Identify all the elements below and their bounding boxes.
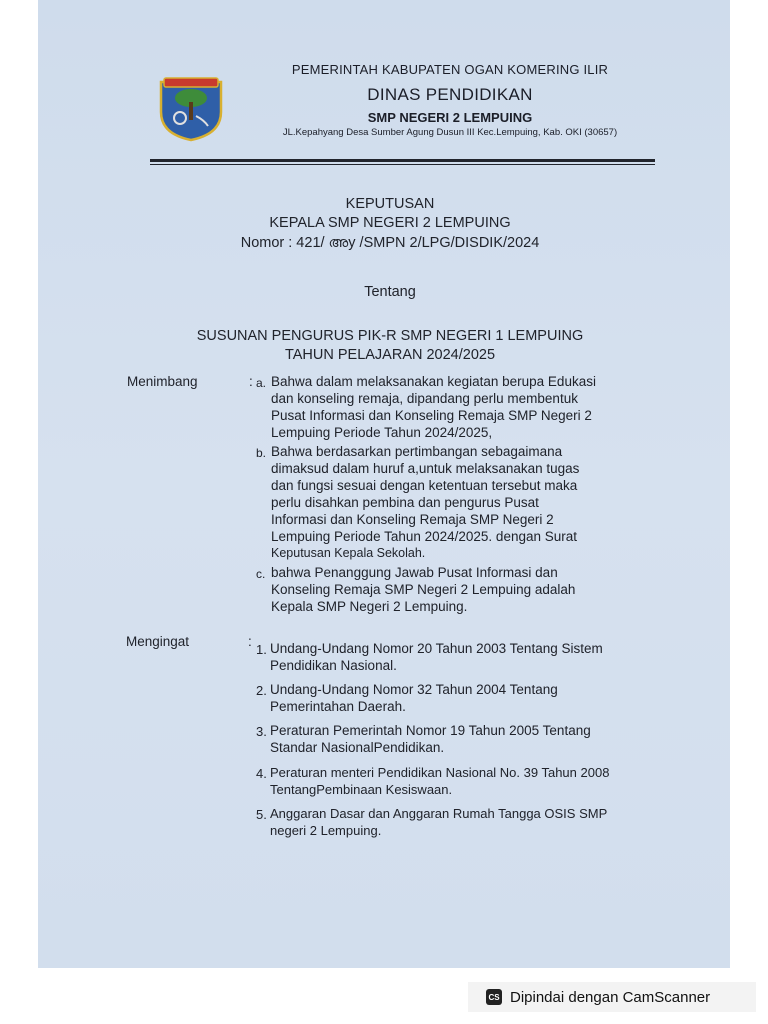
item-line: Standar NasionalPendidikan. bbox=[270, 740, 445, 755]
decree-subject: SUSUNAN PENGURUS PIK-R SMP NEGERI 1 LEMPUING bbox=[196, 328, 584, 344]
mengingat-marker: 4. bbox=[256, 766, 267, 781]
decree-number: Nomor : 421/ അy /SMPN 2/LPG/DISDIK/2024 bbox=[240, 235, 540, 251]
camscanner-logo-icon: CS bbox=[486, 989, 502, 1005]
item-line: Keputusan Kepala Sekolah. bbox=[271, 546, 426, 560]
mengingat-item bbox=[270, 681, 618, 715]
menimbang-label: Menimbang bbox=[127, 374, 198, 389]
item-line: negeri 2 Lempuing. bbox=[270, 823, 382, 838]
decree-about: Tentang bbox=[364, 284, 416, 300]
letterhead-department: DINAS PENDIDIKAN bbox=[367, 85, 533, 104]
item-line: Peraturan menteri Pendidikan Nasional No. 39 Tahun 2008 bbox=[270, 765, 610, 780]
mengingat-item bbox=[270, 805, 620, 839]
item-line: Undang-Undang Nomor 20 Tahun 2003 Tentang Sistem bbox=[270, 641, 603, 656]
letterhead-address: JL.Kepahyang Desa Sumber Agung Dusun III Kec.Lempuing, Kab. OKI (30657) bbox=[282, 127, 618, 138]
item-line: Pemerintahan Daerah. bbox=[270, 699, 406, 714]
camscanner-watermark bbox=[468, 982, 756, 1012]
item-line: Anggaran Dasar dan Anggaran Rumah Tangga OSIS SMP bbox=[270, 806, 608, 821]
menimbang-marker: c. bbox=[256, 567, 266, 581]
menimbang-item bbox=[271, 373, 621, 441]
item-line: Lempuing Periode Tahun 2024/2025. dengan Surat bbox=[271, 529, 577, 544]
camscanner-label: Dipindai dengan CamScanner bbox=[510, 988, 711, 1006]
item-line: Bahwa berdasarkan pertimbangan sebagaimana bbox=[271, 444, 563, 459]
item-line: dan konseling remaja, dipandang perlu membentuk bbox=[271, 391, 578, 406]
mengingat-item bbox=[270, 764, 620, 798]
mengingat-item bbox=[270, 640, 618, 674]
mengingat-label: Mengingat bbox=[126, 634, 190, 649]
item-line: dan fungsi sesuai dengan ketentuan tersebut maka bbox=[271, 478, 578, 493]
decree-issuer: KEPALA SMP NEGERI 2 LEMPUING bbox=[269, 215, 511, 231]
letterhead-rule-thick bbox=[150, 159, 655, 162]
mengingat-marker: 2. bbox=[256, 683, 267, 698]
mengingat-item bbox=[270, 722, 618, 756]
menimbang-marker: b. bbox=[256, 446, 267, 460]
school-crest-logo bbox=[156, 74, 226, 142]
item-line: dimaksud dalam huruf a,untuk melaksanakan tugas bbox=[271, 461, 580, 476]
item-line: Peraturan Pemerintah Nomor 19 Tahun 2005 Tentang bbox=[270, 723, 591, 738]
mengingat-marker: 5. bbox=[256, 807, 267, 822]
menimbang-item bbox=[271, 443, 621, 562]
letterhead-school: SMP NEGERI 2 LEMPUING bbox=[367, 110, 533, 125]
menimbang-colon: : bbox=[249, 374, 253, 389]
letterhead-government: PEMERINTAH KABUPATEN OGAN KOMERING ILIR bbox=[291, 62, 609, 77]
item-line: Informasi dan Konseling Remaja SMP Negeri 2 bbox=[271, 512, 554, 527]
item-line: Pusat Informasi dan Konseling Remaja SMP Negeri 2 bbox=[271, 408, 592, 423]
item-line: Konseling Remaja SMP Negeri 2 Lempuing adalah bbox=[271, 582, 576, 597]
decree-year: TAHUN PELAJARAN 2024/2025 bbox=[284, 347, 496, 363]
item-line: TentangPembinaan Kesiswaan. bbox=[270, 782, 453, 797]
menimbang-marker: a. bbox=[256, 376, 267, 390]
menimbang-item bbox=[271, 564, 621, 615]
item-line: Kepala SMP Negeri 2 Lempuing. bbox=[271, 599, 468, 614]
item-line: Bahwa dalam melaksanakan kegiatan berupa Edukasi bbox=[271, 374, 596, 389]
item-line: Pendidikan Nasional. bbox=[270, 658, 397, 673]
mengingat-colon: : bbox=[248, 634, 252, 649]
item-line: bahwa Penanggung Jawab Pusat Informasi dan bbox=[271, 565, 558, 580]
item-line: perlu disahkan pembina dan pengurus Pusat bbox=[271, 495, 539, 510]
letterhead-rule-thin bbox=[150, 164, 655, 165]
mengingat-marker: 3. bbox=[256, 724, 267, 739]
decree-title: KEPUTUSAN bbox=[345, 196, 435, 212]
item-line: Undang-Undang Nomor 32 Tahun 2004 Tentang bbox=[270, 682, 558, 697]
mengingat-marker: 1. bbox=[256, 642, 267, 657]
item-line: Lempuing Periode Tahun 2024/2025, bbox=[271, 425, 493, 440]
